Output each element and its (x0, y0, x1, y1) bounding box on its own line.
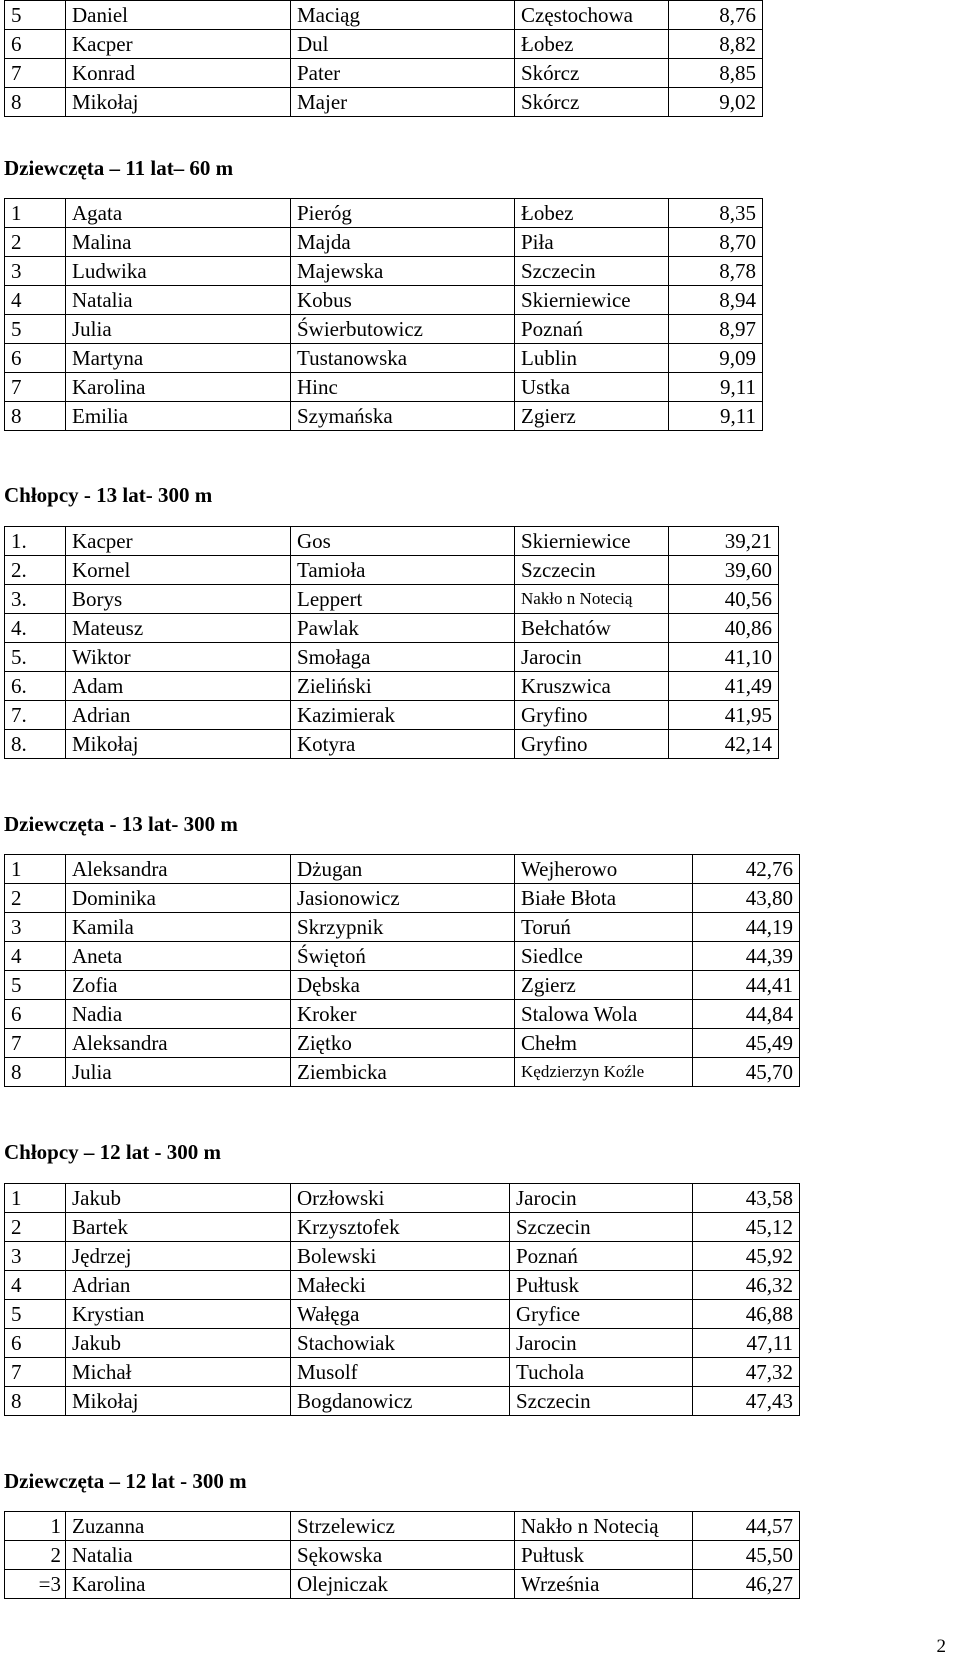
last-name-cell: Bolewski (291, 1242, 510, 1271)
time-cell: 47,11 (693, 1329, 800, 1358)
first-name-cell: Kacper (66, 527, 291, 556)
table-row (5, 701, 779, 730)
last-name-cell: Gos (291, 527, 515, 556)
table-row (5, 855, 800, 884)
page-number: 2 (936, 1636, 946, 1657)
last-name-cell: Dul (291, 30, 515, 59)
first-name-cell: Agata (66, 199, 291, 228)
table-row (5, 1029, 800, 1058)
results-table (4, 198, 763, 431)
city-cell: Zgierz (515, 971, 693, 1000)
time-cell: 9,02 (669, 88, 763, 117)
city-cell: Zgierz (515, 402, 669, 431)
time-cell: 43,80 (693, 884, 800, 913)
city-cell: Jarocin (510, 1184, 693, 1213)
last-name-cell: Strzelewicz (291, 1512, 515, 1541)
time-cell: 46,88 (693, 1300, 800, 1329)
results-table (4, 1183, 800, 1416)
place-cell: 5 (5, 971, 66, 1000)
first-name-cell: Natalia (66, 1541, 291, 1570)
first-name-cell: Mateusz (66, 614, 291, 643)
last-name-cell: Ziętko (291, 1029, 515, 1058)
last-name-cell: Świerbutowicz (291, 315, 515, 344)
time-cell: 8,85 (669, 59, 763, 88)
city-cell: Kędzierzyn Koźle (515, 1058, 693, 1087)
table-row (5, 913, 800, 942)
time-cell: 45,12 (693, 1213, 800, 1242)
last-name-cell: Kazimierak (291, 701, 515, 730)
time-cell: 8,97 (669, 315, 763, 344)
city-cell: Toruń (515, 913, 693, 942)
time-cell: 9,09 (669, 344, 763, 373)
table-row (5, 1271, 800, 1300)
time-cell: 45,50 (693, 1541, 800, 1570)
place-cell: 4 (5, 1271, 66, 1300)
city-cell: Szczecin (510, 1387, 693, 1416)
table-row (5, 1570, 800, 1599)
first-name-cell: Aneta (66, 942, 291, 971)
first-name-cell: Emilia (66, 402, 291, 431)
last-name-cell: Olejniczak (291, 1570, 515, 1599)
time-cell: 45,92 (693, 1242, 800, 1271)
last-name-cell: Zieliński (291, 672, 515, 701)
first-name-cell: Daniel (66, 1, 291, 30)
city-cell: Ustka (515, 373, 669, 402)
last-name-cell: Ziembicka (291, 1058, 515, 1087)
first-name-cell: Kacper (66, 30, 291, 59)
first-name-cell: Mikołaj (66, 1387, 291, 1416)
results-table-section (4, 0, 763, 117)
results-table-section (4, 854, 800, 1087)
city-cell: Gryfino (515, 730, 669, 759)
time-cell: 45,70 (693, 1058, 800, 1087)
time-cell: 45,49 (693, 1029, 800, 1058)
city-cell: Jarocin (515, 643, 669, 672)
time-cell: 47,32 (693, 1358, 800, 1387)
first-name-cell: Jakub (66, 1329, 291, 1358)
last-name-cell: Małecki (291, 1271, 510, 1300)
last-name-cell: Skrzypnik (291, 913, 515, 942)
last-name-cell: Sękowska (291, 1541, 515, 1570)
first-name-cell: Zofia (66, 971, 291, 1000)
city-cell: Wejherowo (515, 855, 693, 884)
last-name-cell: Jasionowicz (291, 884, 515, 913)
place-cell: 4 (5, 942, 66, 971)
first-name-cell: Ludwika (66, 257, 291, 286)
time-cell: 44,41 (693, 971, 800, 1000)
table-row (5, 315, 763, 344)
first-name-cell: Karolina (66, 1570, 291, 1599)
city-cell: Gryfice (510, 1300, 693, 1329)
city-cell: Września (515, 1570, 693, 1599)
time-cell: 44,84 (693, 1000, 800, 1029)
city-cell: Stalowa Wola (515, 1000, 693, 1029)
place-cell: 1 (5, 1184, 66, 1213)
time-cell: 46,32 (693, 1271, 800, 1300)
table-row (5, 30, 763, 59)
time-cell: 44,19 (693, 913, 800, 942)
time-cell: 47,43 (693, 1387, 800, 1416)
city-cell: Skierniewice (515, 527, 669, 556)
city-cell: Tuchola (510, 1358, 693, 1387)
time-cell: 44,39 (693, 942, 800, 971)
last-name-cell: Majer (291, 88, 515, 117)
city-cell: Lublin (515, 344, 669, 373)
first-name-cell: Martyna (66, 344, 291, 373)
place-cell: 8 (5, 88, 66, 117)
time-cell: 8,76 (669, 1, 763, 30)
first-name-cell: Nadia (66, 1000, 291, 1029)
last-name-cell: Orzłowski (291, 1184, 510, 1213)
first-name-cell: Karolina (66, 373, 291, 402)
results-table (4, 854, 800, 1087)
place-cell: 2 (5, 228, 66, 257)
place-cell: 5. (5, 643, 66, 672)
city-cell: Piła (515, 228, 669, 257)
last-name-cell: Szymańska (291, 402, 515, 431)
place-cell: 6 (5, 1000, 66, 1029)
table-row (5, 730, 779, 759)
time-cell: 39,21 (669, 527, 779, 556)
place-cell: 3. (5, 585, 66, 614)
time-cell: 46,27 (693, 1570, 800, 1599)
place-cell: 8 (5, 402, 66, 431)
table-row (5, 286, 763, 315)
place-cell: 7. (5, 701, 66, 730)
last-name-cell: Tamioła (291, 556, 515, 585)
first-name-cell: Borys (66, 585, 291, 614)
last-name-cell: Pater (291, 59, 515, 88)
city-cell: Gryfino (515, 701, 669, 730)
time-cell: 8,35 (669, 199, 763, 228)
last-name-cell: Dębska (291, 971, 515, 1000)
place-cell: 2 (5, 884, 66, 913)
place-cell: 2. (5, 556, 66, 585)
table-row (5, 88, 763, 117)
table-row (5, 1242, 800, 1271)
first-name-cell: Adrian (66, 1271, 291, 1300)
table-row (5, 344, 763, 373)
first-name-cell: Mikołaj (66, 730, 291, 759)
table-row (5, 228, 763, 257)
table-row (5, 1512, 800, 1541)
first-name-cell: Wiktor (66, 643, 291, 672)
time-cell: 9,11 (669, 402, 763, 431)
last-name-cell: Krzysztofek (291, 1213, 510, 1242)
city-cell: Nakło n Notecią (515, 1512, 693, 1541)
last-name-cell: Stachowiak (291, 1329, 510, 1358)
city-cell: Łobez (515, 30, 669, 59)
city-cell: Szczecin (515, 556, 669, 585)
first-name-cell: Jędrzej (66, 1242, 291, 1271)
last-name-cell: Maciąg (291, 1, 515, 30)
last-name-cell: Świętoń (291, 942, 515, 971)
first-name-cell: Adrian (66, 701, 291, 730)
last-name-cell: Hinc (291, 373, 515, 402)
first-name-cell: Dominika (66, 884, 291, 913)
city-cell: Jarocin (510, 1329, 693, 1358)
first-name-cell: Krystian (66, 1300, 291, 1329)
time-cell: 41,95 (669, 701, 779, 730)
time-cell: 40,86 (669, 614, 779, 643)
place-cell: 6. (5, 672, 66, 701)
table-row (5, 1329, 800, 1358)
place-cell: 8. (5, 730, 66, 759)
city-cell: Skierniewice (515, 286, 669, 315)
city-cell: Częstochowa (515, 1, 669, 30)
place-cell: 7 (5, 373, 66, 402)
place-cell: 2 (5, 1541, 66, 1570)
table-row (5, 1541, 800, 1570)
first-name-cell: Aleksandra (66, 855, 291, 884)
place-cell: 4 (5, 286, 66, 315)
table-row (5, 585, 779, 614)
last-name-cell: Majda (291, 228, 515, 257)
results-table-section (4, 526, 779, 759)
table-row (5, 1184, 800, 1213)
table-row (5, 1, 763, 30)
results-table (4, 1511, 800, 1599)
table-row (5, 1358, 800, 1387)
time-cell: 8,94 (669, 286, 763, 315)
table-row (5, 1000, 800, 1029)
last-name-cell: Kobus (291, 286, 515, 315)
city-cell: Skórcz (515, 88, 669, 117)
last-name-cell: Smołaga (291, 643, 515, 672)
city-cell: Szczecin (515, 257, 669, 286)
time-cell: 8,82 (669, 30, 763, 59)
first-name-cell: Zuzanna (66, 1512, 291, 1541)
table-row (5, 1387, 800, 1416)
table-row (5, 199, 763, 228)
last-name-cell: Majewska (291, 257, 515, 286)
first-name-cell: Kornel (66, 556, 291, 585)
first-name-cell: Malina (66, 228, 291, 257)
table-row (5, 672, 779, 701)
place-cell: 6 (5, 1329, 66, 1358)
place-cell: 3 (5, 1242, 66, 1271)
last-name-cell: Leppert (291, 585, 515, 614)
place-cell: 5 (5, 315, 66, 344)
place-cell: 7 (5, 59, 66, 88)
first-name-cell: Aleksandra (66, 1029, 291, 1058)
table-row (5, 1213, 800, 1242)
place-cell: 3 (5, 257, 66, 286)
time-cell: 41,49 (669, 672, 779, 701)
last-name-cell: Tustanowska (291, 344, 515, 373)
first-name-cell: Julia (66, 315, 291, 344)
place-cell: 1. (5, 527, 66, 556)
first-name-cell: Kamila (66, 913, 291, 942)
last-name-cell: Kroker (291, 1000, 515, 1029)
first-name-cell: Mikołaj (66, 88, 291, 117)
place-cell: 5 (5, 1300, 66, 1329)
last-name-cell: Musolf (291, 1358, 510, 1387)
table-row (5, 1300, 800, 1329)
section-heading: Chłopcy - 13 lat- 300 m (4, 483, 213, 507)
place-cell: 1 (5, 1512, 66, 1541)
last-name-cell: Pieróg (291, 199, 515, 228)
city-cell: Białe Błota (515, 884, 693, 913)
first-name-cell: Michał (66, 1358, 291, 1387)
last-name-cell: Dżugan (291, 855, 515, 884)
table-row (5, 884, 800, 913)
city-cell: Poznań (515, 315, 669, 344)
table-row (5, 942, 800, 971)
section-heading: Dziewczęta – 11 lat– 60 m (4, 156, 234, 180)
place-cell: 1 (5, 855, 66, 884)
time-cell: 44,57 (693, 1512, 800, 1541)
section-heading: Chłopcy – 12 lat - 300 m (4, 1140, 221, 1164)
city-cell: Bełchatów (515, 614, 669, 643)
table-row (5, 643, 779, 672)
table-row (5, 257, 763, 286)
results-table-section (4, 198, 763, 431)
table-row (5, 402, 763, 431)
time-cell: 8,78 (669, 257, 763, 286)
place-cell: 3 (5, 913, 66, 942)
place-cell: 4. (5, 614, 66, 643)
results-table (4, 0, 763, 117)
city-cell: Pułtusk (510, 1271, 693, 1300)
time-cell: 43,58 (693, 1184, 800, 1213)
place-cell: 8 (5, 1387, 66, 1416)
results-table (4, 526, 779, 759)
table-row (5, 59, 763, 88)
city-cell: Kruszwica (515, 672, 669, 701)
table-row (5, 614, 779, 643)
time-cell: 39,60 (669, 556, 779, 585)
table-row (5, 556, 779, 585)
last-name-cell: Kotyra (291, 730, 515, 759)
city-cell: Siedlce (515, 942, 693, 971)
section-heading: Dziewczęta - 13 lat- 300 m (4, 812, 238, 836)
table-row (5, 1058, 800, 1087)
place-cell: =3 (5, 1570, 66, 1599)
first-name-cell: Jakub (66, 1184, 291, 1213)
place-cell: 8 (5, 1058, 66, 1087)
place-cell: 2 (5, 1213, 66, 1242)
time-cell: 42,14 (669, 730, 779, 759)
city-cell: Nakło n Notecią (515, 585, 669, 614)
table-row (5, 971, 800, 1000)
city-cell: Łobez (515, 199, 669, 228)
first-name-cell: Julia (66, 1058, 291, 1087)
time-cell: 42,76 (693, 855, 800, 884)
first-name-cell: Natalia (66, 286, 291, 315)
place-cell: 5 (5, 1, 66, 30)
time-cell: 9,11 (669, 373, 763, 402)
city-cell: Skórcz (515, 59, 669, 88)
first-name-cell: Konrad (66, 59, 291, 88)
place-cell: 6 (5, 344, 66, 373)
table-row (5, 373, 763, 402)
results-table-section (4, 1511, 800, 1599)
first-name-cell: Bartek (66, 1213, 291, 1242)
city-cell: Chełm (515, 1029, 693, 1058)
section-heading: Dziewczęta – 12 lat - 300 m (4, 1469, 247, 1493)
city-cell: Pułtusk (515, 1541, 693, 1570)
place-cell: 7 (5, 1358, 66, 1387)
place-cell: 7 (5, 1029, 66, 1058)
place-cell: 6 (5, 30, 66, 59)
city-cell: Poznań (510, 1242, 693, 1271)
time-cell: 41,10 (669, 643, 779, 672)
city-cell: Szczecin (510, 1213, 693, 1242)
results-table-section (4, 1183, 800, 1416)
table-row (5, 527, 779, 556)
first-name-cell: Adam (66, 672, 291, 701)
last-name-cell: Wałęga (291, 1300, 510, 1329)
last-name-cell: Bogdanowicz (291, 1387, 510, 1416)
time-cell: 40,56 (669, 585, 779, 614)
place-cell: 1 (5, 199, 66, 228)
last-name-cell: Pawlak (291, 614, 515, 643)
time-cell: 8,70 (669, 228, 763, 257)
